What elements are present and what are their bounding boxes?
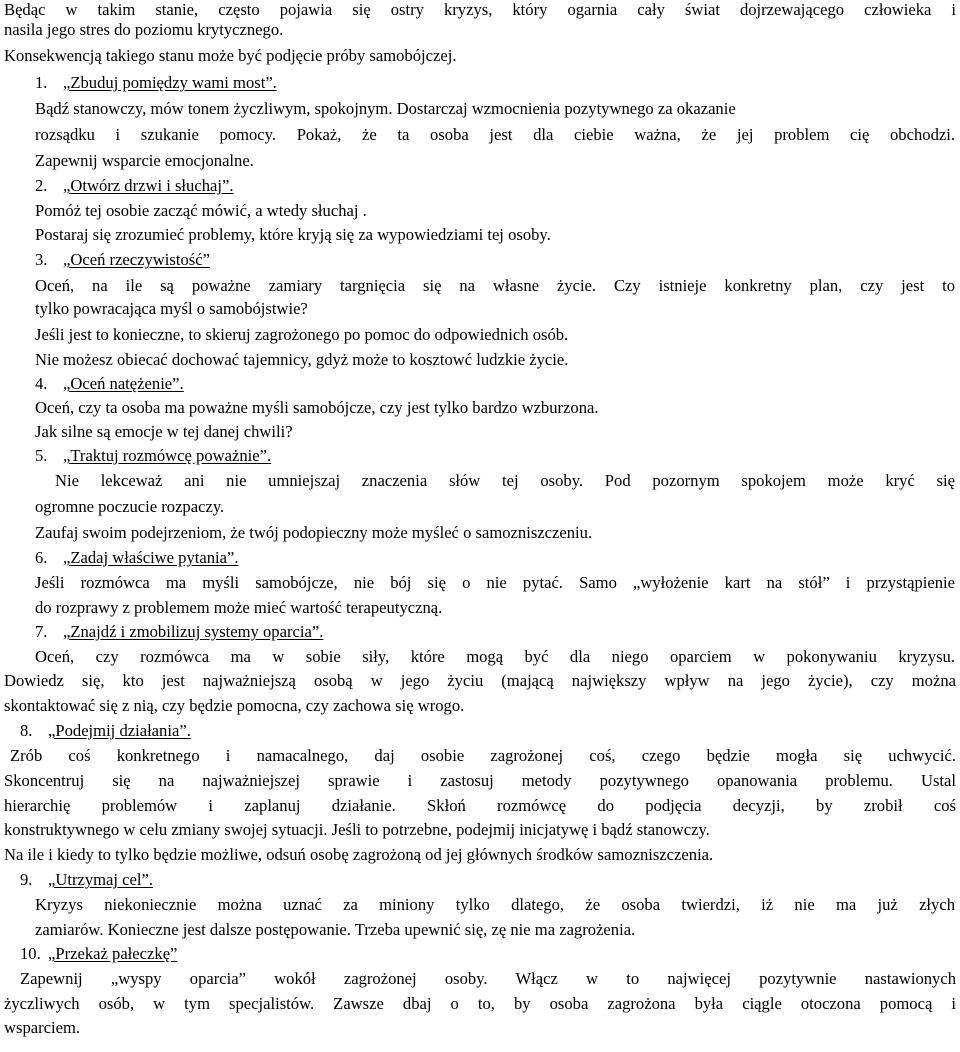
section-3-line-1: Oceń, na ile są poważne zamiary targnięcia się na własne życie. Czy istnieje konkretny plan, czy jest to [35,276,955,295]
section-4-line-2: Jak silne są emocje w tej danej chwili? [35,422,293,441]
section-10-heading [20,944,177,964]
section-6-number: 6. [35,548,48,567]
section-10-title: „Przekaż pałeczkę” [48,944,178,963]
section-9-number: 9. [20,870,33,889]
section-2-line-1: Pomóż tej osobie zacząć mówić, a wtedy słuchaj . [35,201,367,220]
section-2-heading [35,176,233,196]
section-3-line-2: tylko powracająca myśl o samobójstwie? [35,299,308,318]
section-8-line-5: Na ile i kiedy to tylko będzie możliwe, odsuń osobę zagrożoną od jej głównych środków samozniszczenia. [4,845,714,864]
section-6-line-1: Jeśli rozmówca ma myśli samobójcze, nie bój się o nie pytać. Samo „wyłożenie kart na stół” i przystąpienie [35,573,955,592]
section-4-line-1: Oceń, czy ta osoba ma poważne myśli samobójcze, czy jest tylko bardzo wzburzona. [35,398,599,417]
section-3-title: „Oceń rzeczywistość” [63,250,210,269]
section-8-number: 8. [20,721,33,740]
section-9-line-2: zamiarów. Konieczne jest dalsze postępowanie. Trzeba upewnić się, zę nie ma zagrożenia. [35,920,636,939]
section-10-line-1: Zapewnij „wyspy oparcia” wokół zagrożonej osoby. Włącz w to najwięcej pozytywnie nastawionych [20,969,956,988]
section-8-line-2: Skoncentruj się na najważniejszej sprawie i zastosuj metody pozytywnego opanowania problemu. Ustal [4,771,956,790]
section-4-title: „Oceń natężenie”. [63,374,184,393]
section-7-line-1: Oceń, czy rozmówca ma w sobie siły, które mogą być dla niego oparciem w pokonywaniu kryzysu. [35,647,955,666]
section-2-title: „Otwórz drzwi i słuchaj”. [63,176,234,195]
section-3-number: 3. [35,250,48,269]
section-4-heading [35,374,184,394]
section-10-line-2: życzliwych osób, w tym specjalistów. Zawsze dbaj o to, by osoba zagrożona była ciągle otoczona pomocą i [4,994,956,1013]
section-7-heading [35,622,323,642]
section-6-heading [35,548,239,568]
section-7-line-3: skontaktować się z nią, czy będzie pomocna, czy zachowa się wrogo. [4,696,465,715]
section-9-title: „Utrzymaj cel”. [48,870,154,889]
section-10-line-3: wsparciem. [4,1018,81,1037]
section-8-title: „Podejmij działania”. [48,721,191,740]
section-5-title: „Traktuj rozmówcę poważnie”. [63,446,272,465]
section-10-number: 10. [20,944,41,963]
section-8-line-4: konstruktywnego w celu zmiany swojej sytuacji. Jeśli to potrzebne, podejmij inicjatywę i bądź stanowczy. [4,820,710,839]
section-1-heading [35,73,277,93]
section-1-line-1: Bądź stanowczy, mów tonem życzliwym, spokojnym. Dostarczaj wzmocnienia pozytywnego za okazanie [35,99,736,118]
section-9-line-1: Kryzys niekoniecznie można uznać za miniony tylko dlatego, że osoba twierdzi, iż nie ma już złych [35,895,955,914]
section-4-number: 4. [35,374,48,393]
intro-line-3: Konsekwencją takiego stanu może być podjęcie próby samobójczej. [4,46,457,65]
section-6-title: „Zadaj właściwe pytania”. [63,548,239,567]
section-1-title: „Zbuduj pomiędzy wami most”. [63,73,277,92]
section-5-line-1: Nie lekceważ ani nie umniejszaj znaczenia słów tej osoby. Pod pozornym spokojem może kryć się [55,471,955,490]
intro-line-1: Będąc w takim stanie, często pojawia się ostry kryzys, który ogarnia cały świat dojrzewającego człowieka i [4,0,956,19]
section-9-heading [20,870,153,890]
section-2-line-2: Postaraj się zrozumieć problemy, które kryją się za wypowiedziami tej osoby. [35,225,551,244]
section-1-number: 1. [35,73,48,92]
section-5-line-3: Zaufaj swoim podejrzeniom, że twój podopieczny może myśleć o samozniszczeniu. [35,523,593,542]
section-1-line-2: rozsądku i szukanie pomocy. Pokaż, że ta osoba jest dla ciebie ważna, że jej problem cię obchodzi. [35,125,955,144]
section-8-line-1: Zrób coś konkretnego i namacalnego, daj osobie zagrożonej coś, czego będzie mogła się uchwycić. [10,746,956,765]
section-2-number: 2. [35,176,48,195]
section-3-line-4: Nie możesz obiecać dochować tajemnicy, gdyż może to kosztowć ludzkie życie. [35,350,569,369]
section-8-line-3: hierarchię problemów i zaplanuj działanie. Skłoń rozmówcę do podjęcia decyzji, by zrobił coś [4,796,956,815]
section-1-line-3: Zapewnij wsparcie emocjonalne. [35,151,254,170]
section-7-title: „Znajdź i zmobilizuj systemy oparcia”. [63,622,324,641]
section-7-number: 7. [35,622,48,641]
section-3-line-3: Jeśli jest to konieczne, to skieruj zagrożonego po pomoc do odpowiednich osób. [35,325,569,344]
section-5-number: 5. [35,446,48,465]
section-5-line-2: ogromne poczucie rozpaczy. [35,497,225,516]
section-8-heading [20,721,191,741]
section-5-heading [35,446,271,466]
section-6-line-2: do rozprawy z problemem może mieć wartość terapeutyczną. [35,598,443,617]
section-7-line-2: Dowiedz się, kto jest najważniejszą osobą w jego życiu (mającą największy wpływ na jego życie), czy można [4,671,956,690]
intro-line-2: nasila jego stres do poziomu krytycznego. [4,20,284,39]
section-3-heading [35,250,210,270]
